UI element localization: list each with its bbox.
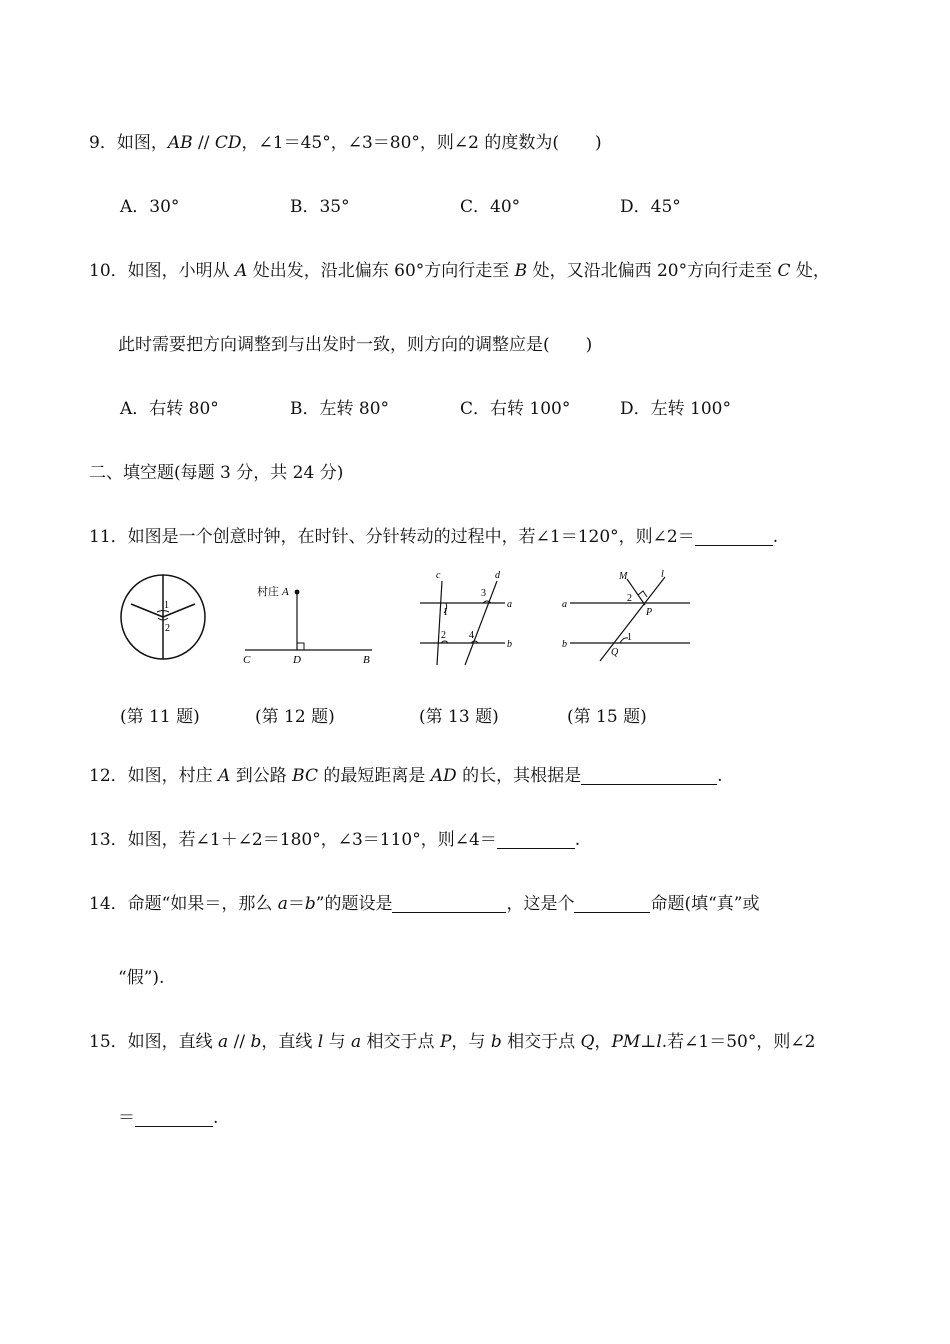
caption-figure-15: (第 15 题) xyxy=(567,707,647,727)
q10-option-a: A．右转 80° xyxy=(120,399,219,419)
caption-figure-11: (第 11 题) xyxy=(120,707,200,727)
q15-text-3: 与 xyxy=(323,1032,351,1052)
f13-label-a: a xyxy=(507,599,512,610)
q10-option-b: B．左转 80° xyxy=(290,399,390,419)
q15-text-9: .若∠1＝50°，则∠2 xyxy=(661,1032,816,1052)
f12-label-c: C xyxy=(243,654,251,666)
q9-parallel: // xyxy=(192,133,215,153)
question-14 xyxy=(89,892,759,916)
q15-answer-blank[interactable] xyxy=(135,1108,213,1127)
f15-label-b: b xyxy=(562,639,567,650)
q15-text-1: 15．如图，直线 xyxy=(89,1032,219,1052)
q15-var-l: l xyxy=(317,1032,324,1052)
f12-label-b: B xyxy=(363,654,370,666)
question-10 xyxy=(89,259,830,283)
q12-end: . xyxy=(717,766,723,786)
figure-11-clock xyxy=(121,575,205,659)
q15-var-a2: a xyxy=(351,1032,362,1052)
caption-figure-12: (第 12 题) xyxy=(255,707,335,727)
f15-label-l: l xyxy=(661,569,664,580)
q10-text-4: 处， xyxy=(790,261,830,281)
q13-answer-blank[interactable] xyxy=(497,830,575,849)
q12-text-3: 的最短距离是 xyxy=(317,766,431,786)
f13-label-b: b xyxy=(507,639,512,650)
q9-number: 9．如图， xyxy=(89,133,168,153)
figures-row xyxy=(100,565,720,675)
q9-option-b: B．35° xyxy=(290,197,350,217)
f15-label-1: 1 xyxy=(627,632,632,643)
q15-text-2: ，直线 xyxy=(261,1032,318,1052)
question-12 xyxy=(89,764,723,788)
q10-option-c: C．右转 100° xyxy=(460,399,571,419)
f11-label-1: 1 xyxy=(164,600,169,611)
line-l xyxy=(600,577,665,661)
question-14-line2: “假”). xyxy=(118,968,165,988)
q15-parallel: // xyxy=(228,1032,251,1052)
q14-text-3: ，这是个 xyxy=(506,894,575,914)
q15-var-l2: l xyxy=(656,1032,662,1052)
clock-hand-left xyxy=(131,604,163,617)
q14-text-4: 命题(填“真”或 xyxy=(650,894,760,914)
q11-text: 11．如图是一个创意时钟，在时针、分针转动的过程中，若∠1＝120°，则∠2＝ xyxy=(89,527,695,547)
q12-ad: AD xyxy=(430,766,457,786)
line-c xyxy=(437,581,442,665)
q15-var-b2: b xyxy=(490,1032,502,1052)
f13-label-3: 3 xyxy=(481,588,486,599)
q10-close: ) xyxy=(585,335,593,355)
figure-15-transversal xyxy=(570,577,690,661)
q11-end: . xyxy=(772,527,779,547)
q15-point-q: Q xyxy=(580,1032,595,1052)
q9-option-d: D．45° xyxy=(620,197,681,217)
q13-end: . xyxy=(574,830,581,850)
f13-label-1: 1 xyxy=(443,607,448,618)
q15-point-p: P xyxy=(439,1032,452,1052)
q14-text-2: ”的题设是 xyxy=(315,894,393,914)
q12-text-2: 到公路 xyxy=(230,766,293,786)
f13-label-c: c xyxy=(436,570,441,581)
q13-text: 13．如图，若∠1＋∠2＝180°，∠3＝110°，则∠4＝ xyxy=(89,830,497,850)
f13-label-2: 2 xyxy=(441,630,446,641)
f13-label-d: d xyxy=(495,570,500,581)
q9-option-c: C．40° xyxy=(460,197,521,217)
q14-text-1: 14．命题“如果＝，那么 xyxy=(89,894,278,914)
question-13 xyxy=(89,828,580,852)
q9-option-a: A．30° xyxy=(120,197,180,217)
q14-premise-blank[interactable] xyxy=(392,894,506,913)
f12-label-d: D xyxy=(293,654,301,666)
q10-point-a: A xyxy=(235,261,248,281)
q12-bc: BC xyxy=(292,766,318,786)
q15-text-6: 相交于点 xyxy=(501,1032,581,1052)
q12-text-4: 的长，其根据是 xyxy=(456,766,582,786)
q15-end: . xyxy=(213,1108,219,1128)
q15-pm: PM xyxy=(611,1032,641,1052)
question-11 xyxy=(89,525,778,549)
figure-13-parallel-lines xyxy=(420,581,505,665)
q15-var-b: b xyxy=(250,1032,262,1052)
q12-point-a: A xyxy=(218,766,231,786)
q15-text-4: 相交于点 xyxy=(361,1032,440,1052)
f13-label-4: 4 xyxy=(469,630,474,641)
q15-perp: ⊥ xyxy=(640,1032,657,1052)
q9-close: ) xyxy=(595,133,602,153)
question-15-line2 xyxy=(118,1106,218,1130)
q9-text: ，∠1＝45°，∠3＝80°，则∠2 的度数为( xyxy=(241,133,559,153)
q10-text-3: 处，又沿北偏西 20°方向行走至 xyxy=(527,261,778,281)
question-10-line2 xyxy=(118,333,592,357)
village-point xyxy=(295,590,300,595)
q10-point-b: B xyxy=(514,261,528,281)
f15-label-m: M xyxy=(619,571,628,582)
f12-label-a: A xyxy=(282,586,289,598)
section-heading-fill-in: 二、填空题(每题 3 分，共 24 分) xyxy=(89,463,344,483)
q14-var-a: a xyxy=(277,894,288,914)
caption-figure-13: (第 13 题) xyxy=(419,707,499,727)
q12-answer-blank[interactable] xyxy=(581,766,717,785)
q10-point-c: C xyxy=(777,261,791,281)
f12-village-label: 村庄 xyxy=(257,586,279,598)
q15-var-a: a xyxy=(218,1032,229,1052)
q10-option-d: D．左转 100° xyxy=(620,399,731,419)
q10-text-line2: 此时需要把方向调整到与出发时一致，则方向的调整应是( xyxy=(118,335,550,355)
f15-label-p: P xyxy=(646,607,653,618)
q10-text-1: 10．如图，小明从 xyxy=(89,261,236,281)
q15-text-7: ， xyxy=(594,1032,612,1052)
f15-label-q: Q xyxy=(611,647,619,658)
q9-ab: AB xyxy=(167,133,193,153)
question-15 xyxy=(89,1030,815,1054)
f11-label-2: 2 xyxy=(165,623,170,634)
q14-truth-blank[interactable] xyxy=(574,894,650,913)
q9-cd: CD xyxy=(214,133,242,153)
q14-equals: ＝ xyxy=(287,894,305,914)
f15-label-2: 2 xyxy=(627,593,632,604)
q10-text-2: 处出发，沿北偏东 60°方向行走至 xyxy=(247,261,515,281)
q15-equals: ＝ xyxy=(118,1108,135,1128)
q11-answer-blank[interactable] xyxy=(695,527,773,546)
q15-text-5: ，与 xyxy=(451,1032,491,1052)
question-9 xyxy=(89,131,602,155)
f15-label-a: a xyxy=(562,599,567,610)
q12-text-1: 12．如图，村庄 xyxy=(89,766,219,786)
q14-var-b: b xyxy=(304,894,316,914)
figure-12-village-road xyxy=(245,592,372,650)
